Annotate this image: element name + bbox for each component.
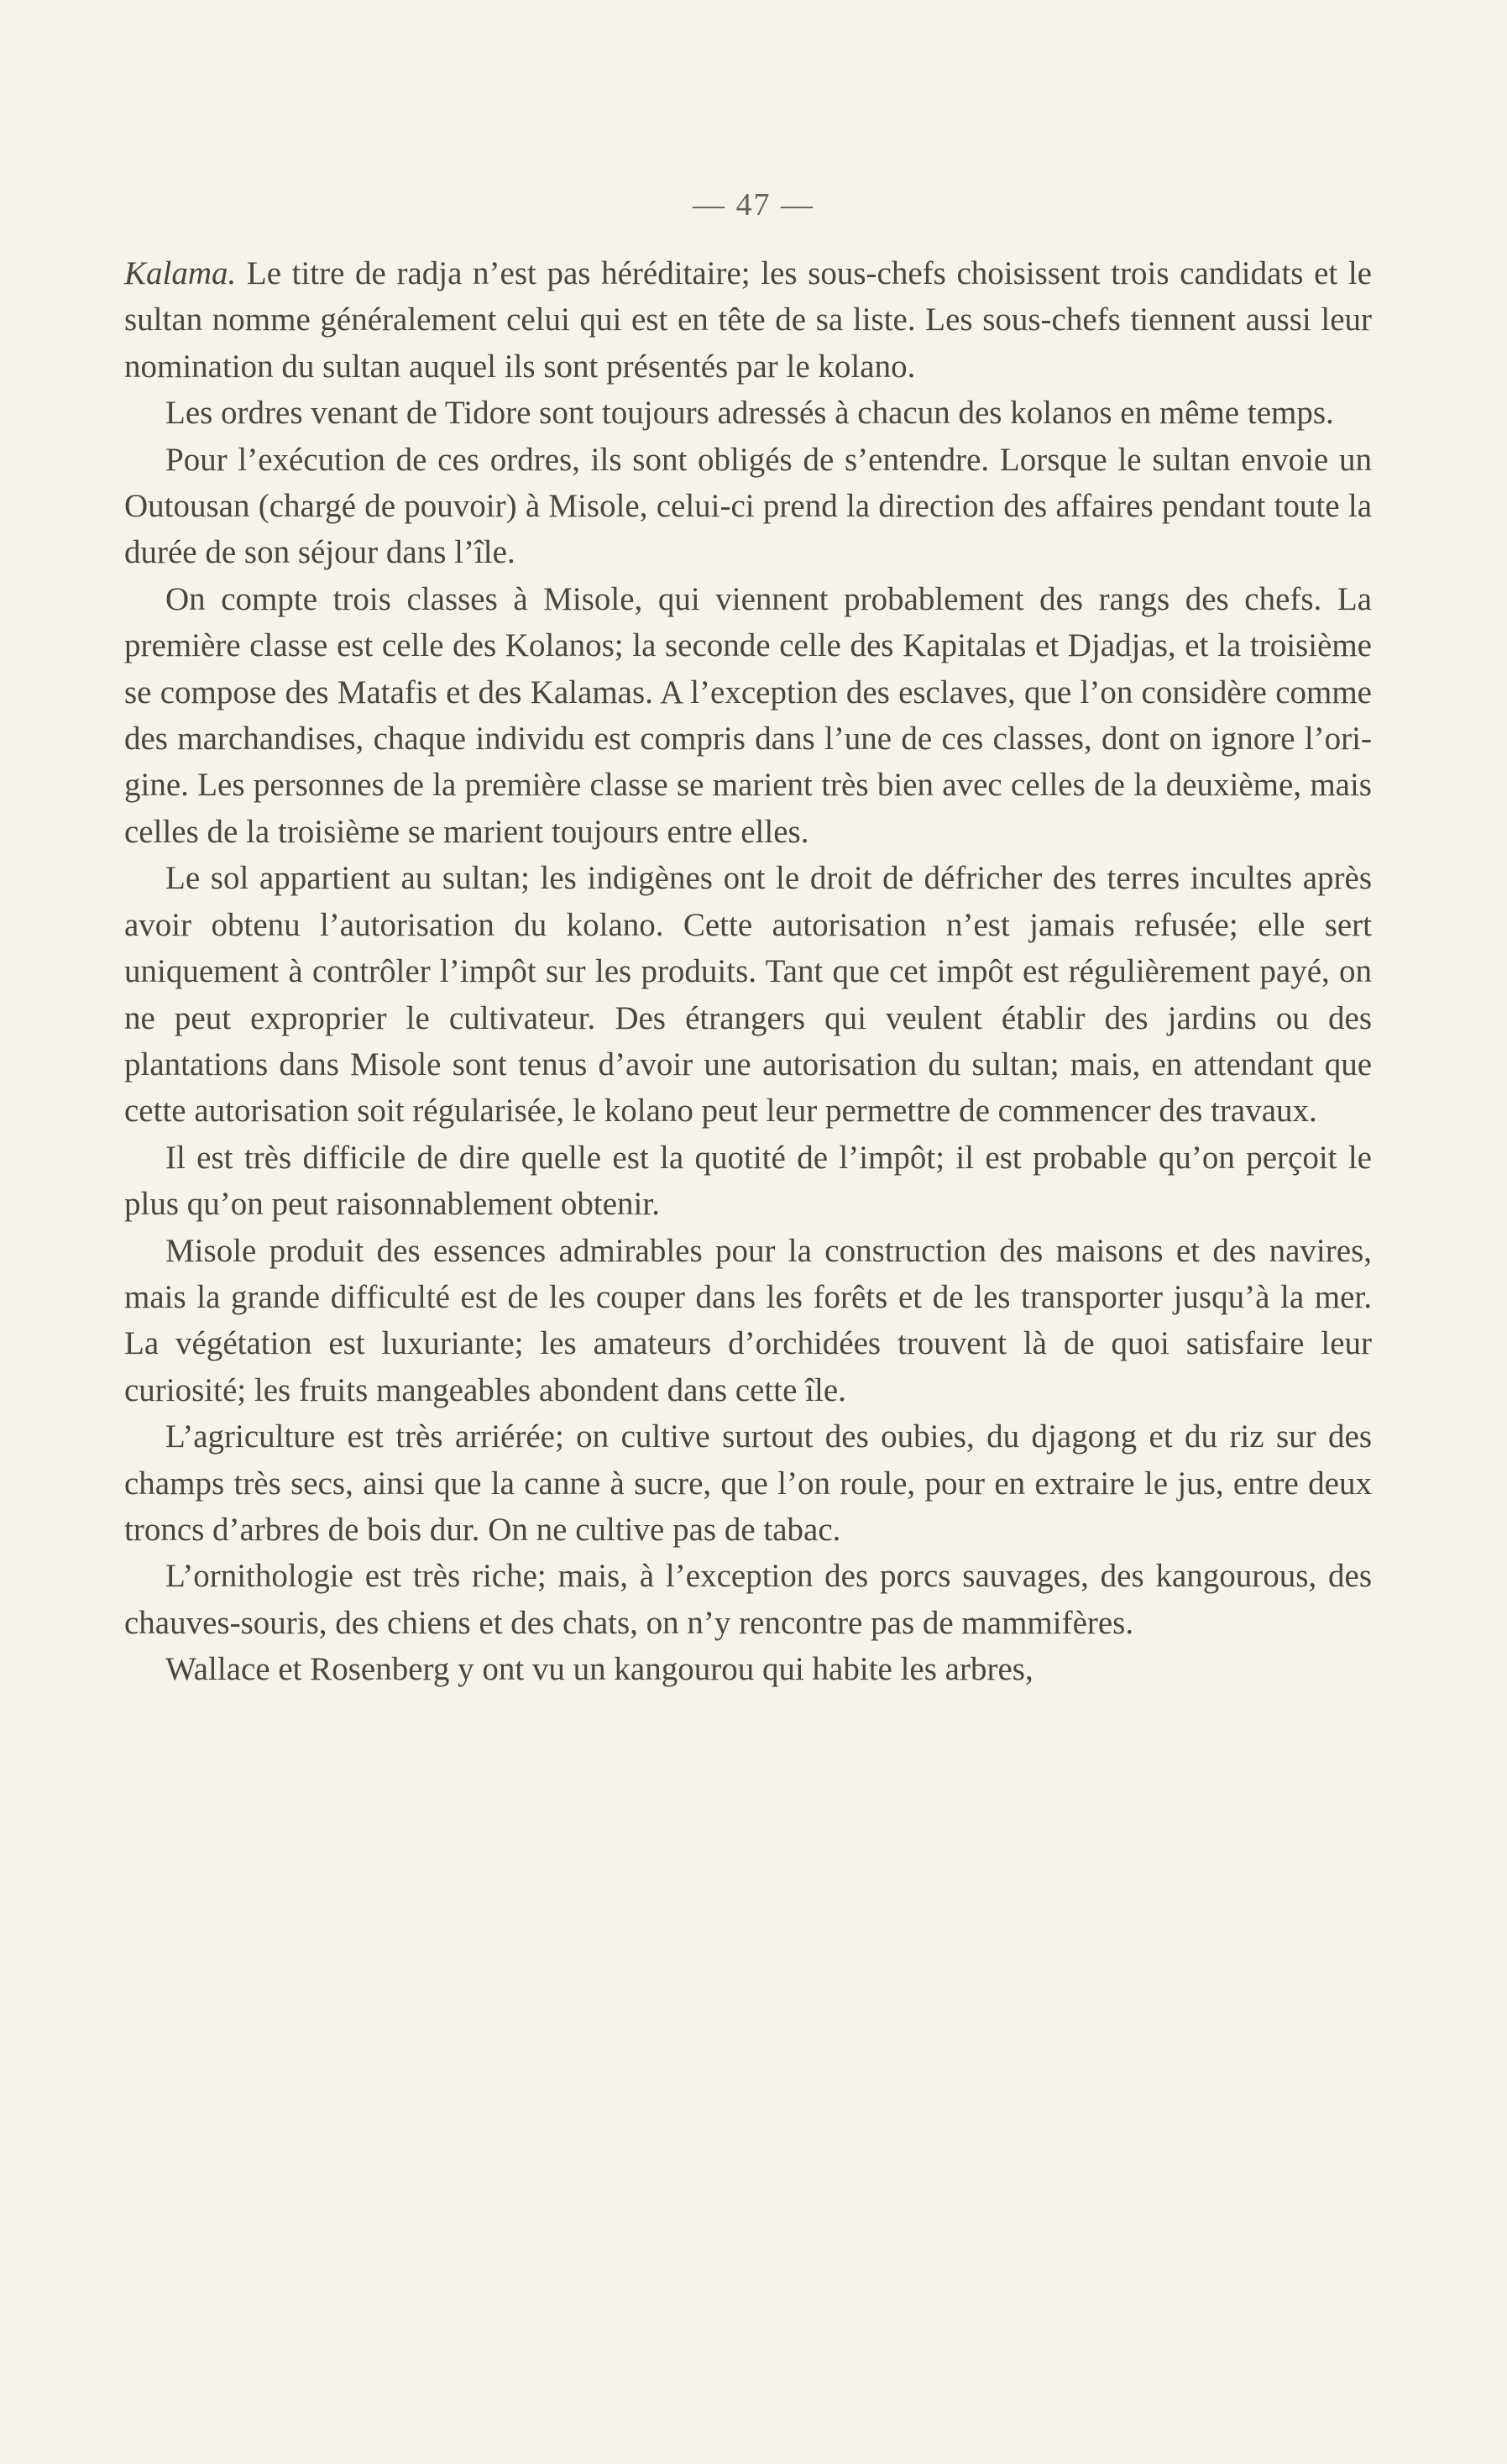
paragraph: Misole produit des essences admirables pour la construction des maisons et des navires, mais la grande difficulté est de les couper dans les forêts et de les transporter jusqu’à la mer. La végétation est luxuriante; les amateurs d’orchidées trouvent là de quoi satisfaire leur curiosité; les fruits mangeables abondent dans cette île.	[124, 1232, 1372, 1408]
paragraph: L’agriculture est très arriérée; on cultive surtout des oubies, du djagong et du riz sur des champs très secs, ainsi que la canne à sucre, que l’on roule, pour en extraire le jus, entre deux troncs d’arbres de bois dur. On ne cultive pas de tabac.	[124, 1418, 1372, 1548]
paragraph-text: Le titre de radja n’est pas héréditaire; les sous-chefs choisissent trois candidats et le sultan nomme généralement celui qui est en tête de sa liste. Les sous-chefs tiennent aussi leur nomination du sultan auquel ils sont présentés par le kolano.	[124, 255, 1372, 385]
body-text	[124, 250, 1372, 1693]
paragraph: Il est très difficile de dire quelle est la quotité de l’impôt; il est probable qu’on perçoit le plus qu’on peut raisonnablement obtenir.	[124, 1139, 1372, 1223]
paragraph: On compte trois classes à Misole, qui viennent probablement des rangs des chefs. La première classe est celle des Kolanos; la seconde celle des Kapitalas et Djadjas, et la troisième se compose des Matafis et des Kalamas. A l’exception des esclaves, que l’on considère comme des marchandises, chaque individu est compris dans l’une de ces classes, dont on ignore l’origine. Les personnes de la première classe se marient très bien avec celles de la deuxième, mais celles de la troisième se marient toujours entre elles.	[124, 580, 1372, 850]
paragraph: Les ordres venant de Tidore sont toujours adressés à chacun des kolanos en même temps.	[165, 395, 1334, 432]
paragraph: Pour l’exécution de ces ordres, ils sont obligés de s’entendre. Lorsque le sultan envoie un Outousan (chargé de pouvoir) à Misole, celui-ci prend la direction des affaires pendant toute la durée de son séjour dans l’île.	[124, 441, 1372, 571]
paragraph: L’ornithologie est très riche; mais, à l’exception des porcs sauvages, des kangourous, des chauves-souris, des chiens et des chats, on n’y rencontre pas de mammifères.	[124, 1558, 1372, 1641]
paragraph: Le sol appartient au sultan; les indigènes ont le droit de défricher des terres incultes après avoir obtenu l’autorisation du kolano. Cette autorisation n’est jamais refusée; elle sert uniquement à contrôler l’impôt sur les produits. Tant que cet impôt est régulièrement payé, on ne peut exproprier le cultivateur. Des étrangers qui veulent établir des jardins ou des plantations dans Misole sont tenus d’avoir une autorisation du sultan; mais, en attendant que cette autorisation soit régularisée, le kolano peut leur permettre de commencer des travaux.	[124, 860, 1372, 1130]
paragraph	[124, 250, 1372, 390]
italic-lead-word: Kalama.	[124, 255, 237, 291]
paragraph: Wallace et Rosenberg y ont vu un kangourou qui habite les arbres,	[165, 1651, 1033, 1688]
page-number: — 47 —	[693, 187, 814, 223]
